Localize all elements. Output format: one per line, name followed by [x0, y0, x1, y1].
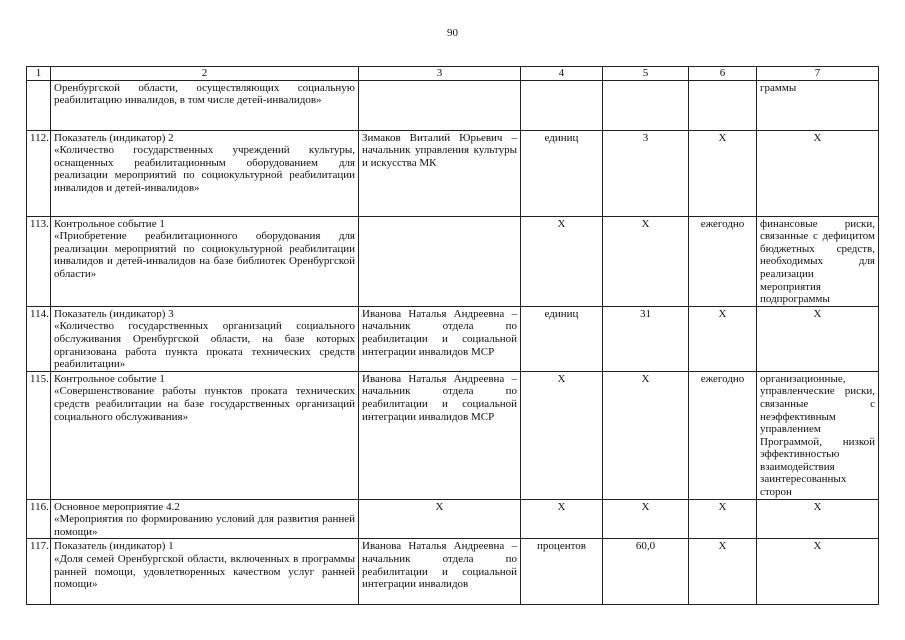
row-number: 116. [27, 499, 51, 539]
row-risks: Х [757, 306, 879, 371]
row-description [51, 499, 359, 539]
column-number-2: 2 [51, 67, 359, 81]
table-row [27, 130, 879, 216]
row-description-heading: Показатель (индикатор) 3 [54, 307, 174, 320]
row-description-text: «Количество государственных организаций социального обслуживания Оренбургской области, на базе которых организована работа пункта проката технических средств реабилитации» [54, 320, 355, 371]
program-indicators-table [26, 66, 879, 605]
row-description-text: «Количество государственных учреждений культуры, оснащенных реабилитационным оборудованием для реализации мероприятий по социокультурной реабилитации инвалидов и детей-инвалидов» [54, 144, 355, 194]
row-description-text: «Совершенствование работы пунктов проката технических средств реабилитации на базе государственных организаций социального обслуживания» [54, 385, 355, 423]
row-responsible: Зимаков Виталий Юрьевич – начальник управления культуры и искусства МК [359, 130, 521, 216]
row-description [51, 80, 359, 130]
row-unit: Х [521, 216, 603, 306]
row-risks: организационные, управленческие риски, связанные с неэффективным управлением Программой, низкой эффективностью взаимодействия заинтересованных сторон [757, 371, 879, 499]
row-number: 115. [27, 371, 51, 499]
row-risks: Х [757, 499, 879, 539]
table-row [27, 499, 879, 539]
row-period: Х [689, 499, 757, 539]
row-responsible: Иванова Наталья Андреевна – начальник отдела по реабилитации и социальной интеграции инвалидов МСР [359, 371, 521, 499]
row-number: 117. [27, 539, 51, 605]
row-unit: Х [521, 371, 603, 499]
row-period: ежегодно [689, 371, 757, 499]
table-row [27, 80, 879, 130]
row-description-text: Оренбургской области, осуществляющих социальную реабилитацию инвалидов, в том числе детей-инвалидов» [54, 81, 355, 107]
column-number-3: 3 [359, 67, 521, 81]
table-row [27, 371, 879, 499]
row-number: 112. [27, 130, 51, 216]
column-number-6: 6 [689, 67, 757, 81]
row-period: Х [689, 306, 757, 371]
row-description [51, 306, 359, 371]
row-number: 114. [27, 306, 51, 371]
row-period: Х [689, 539, 757, 605]
table-header-row [27, 67, 879, 81]
column-number-4: 4 [521, 67, 603, 81]
row-value [603, 80, 689, 130]
row-value: 3 [603, 130, 689, 216]
row-period: ежегодно [689, 216, 757, 306]
row-description-heading: Основное мероприятие 4.2 [54, 500, 180, 513]
row-responsible: Иванова Наталья Андреевна – начальник отдела по реабилитации и социальной интеграции инвалидов [359, 539, 521, 605]
row-unit: единиц [521, 306, 603, 371]
row-risks: Х [757, 130, 879, 216]
row-risks: граммы [757, 80, 879, 130]
column-number-1: 1 [27, 67, 51, 81]
row-unit: единиц [521, 130, 603, 216]
row-description-heading: Показатель (индикатор) 1 [54, 540, 174, 553]
column-number-7: 7 [757, 67, 879, 81]
row-responsible: Х [359, 499, 521, 539]
row-value: Х [603, 216, 689, 306]
row-description [51, 371, 359, 499]
row-responsible [359, 80, 521, 130]
row-description [51, 216, 359, 306]
row-period: Х [689, 130, 757, 216]
row-risks: финансовые риски, связанные с дефицитом бюджетных средств, необходимых для реализации мероприятия подпрограммы [757, 216, 879, 306]
row-value: Х [603, 371, 689, 499]
row-responsible: Иванова Наталья Андреевна – начальник отдела по реабилитации и социальной интеграции инвалидов МСР [359, 306, 521, 371]
row-description-text: «Доля семей Оренбургской области, включенных в программы ранней помощи, удовлетворенных качеством услуг ранней помощи» [54, 553, 355, 591]
row-responsible [359, 216, 521, 306]
row-value: Х [603, 499, 689, 539]
table-row [27, 216, 879, 306]
row-number: 113. [27, 216, 51, 306]
row-description [51, 539, 359, 605]
row-description [51, 130, 359, 216]
row-unit: Х [521, 499, 603, 539]
table-row [27, 306, 879, 371]
row-unit [521, 80, 603, 130]
row-value: 60,0 [603, 539, 689, 605]
row-description-text: «Мероприятия по формированию условий для развития ранней помощи» [54, 513, 355, 538]
row-number [27, 80, 51, 130]
row-description-text: «Приобретение реабилитационного оборудования для реализации мероприятий по социокультурной реабилитации инвалидов и детей-инвалидов на базе библиотек Оренбургской области» [54, 230, 355, 280]
row-description-heading: Показатель (индикатор) 2 [54, 131, 174, 144]
table-row [27, 539, 879, 605]
row-value: 31 [603, 306, 689, 371]
column-number-5: 5 [603, 67, 689, 81]
row-period [689, 80, 757, 130]
page-number: 90 [447, 27, 458, 39]
row-description-heading: Контрольное событие 1 [54, 217, 165, 230]
row-unit: процентов [521, 539, 603, 605]
row-risks: Х [757, 539, 879, 605]
row-description-heading: Контрольное событие 1 [54, 372, 165, 385]
